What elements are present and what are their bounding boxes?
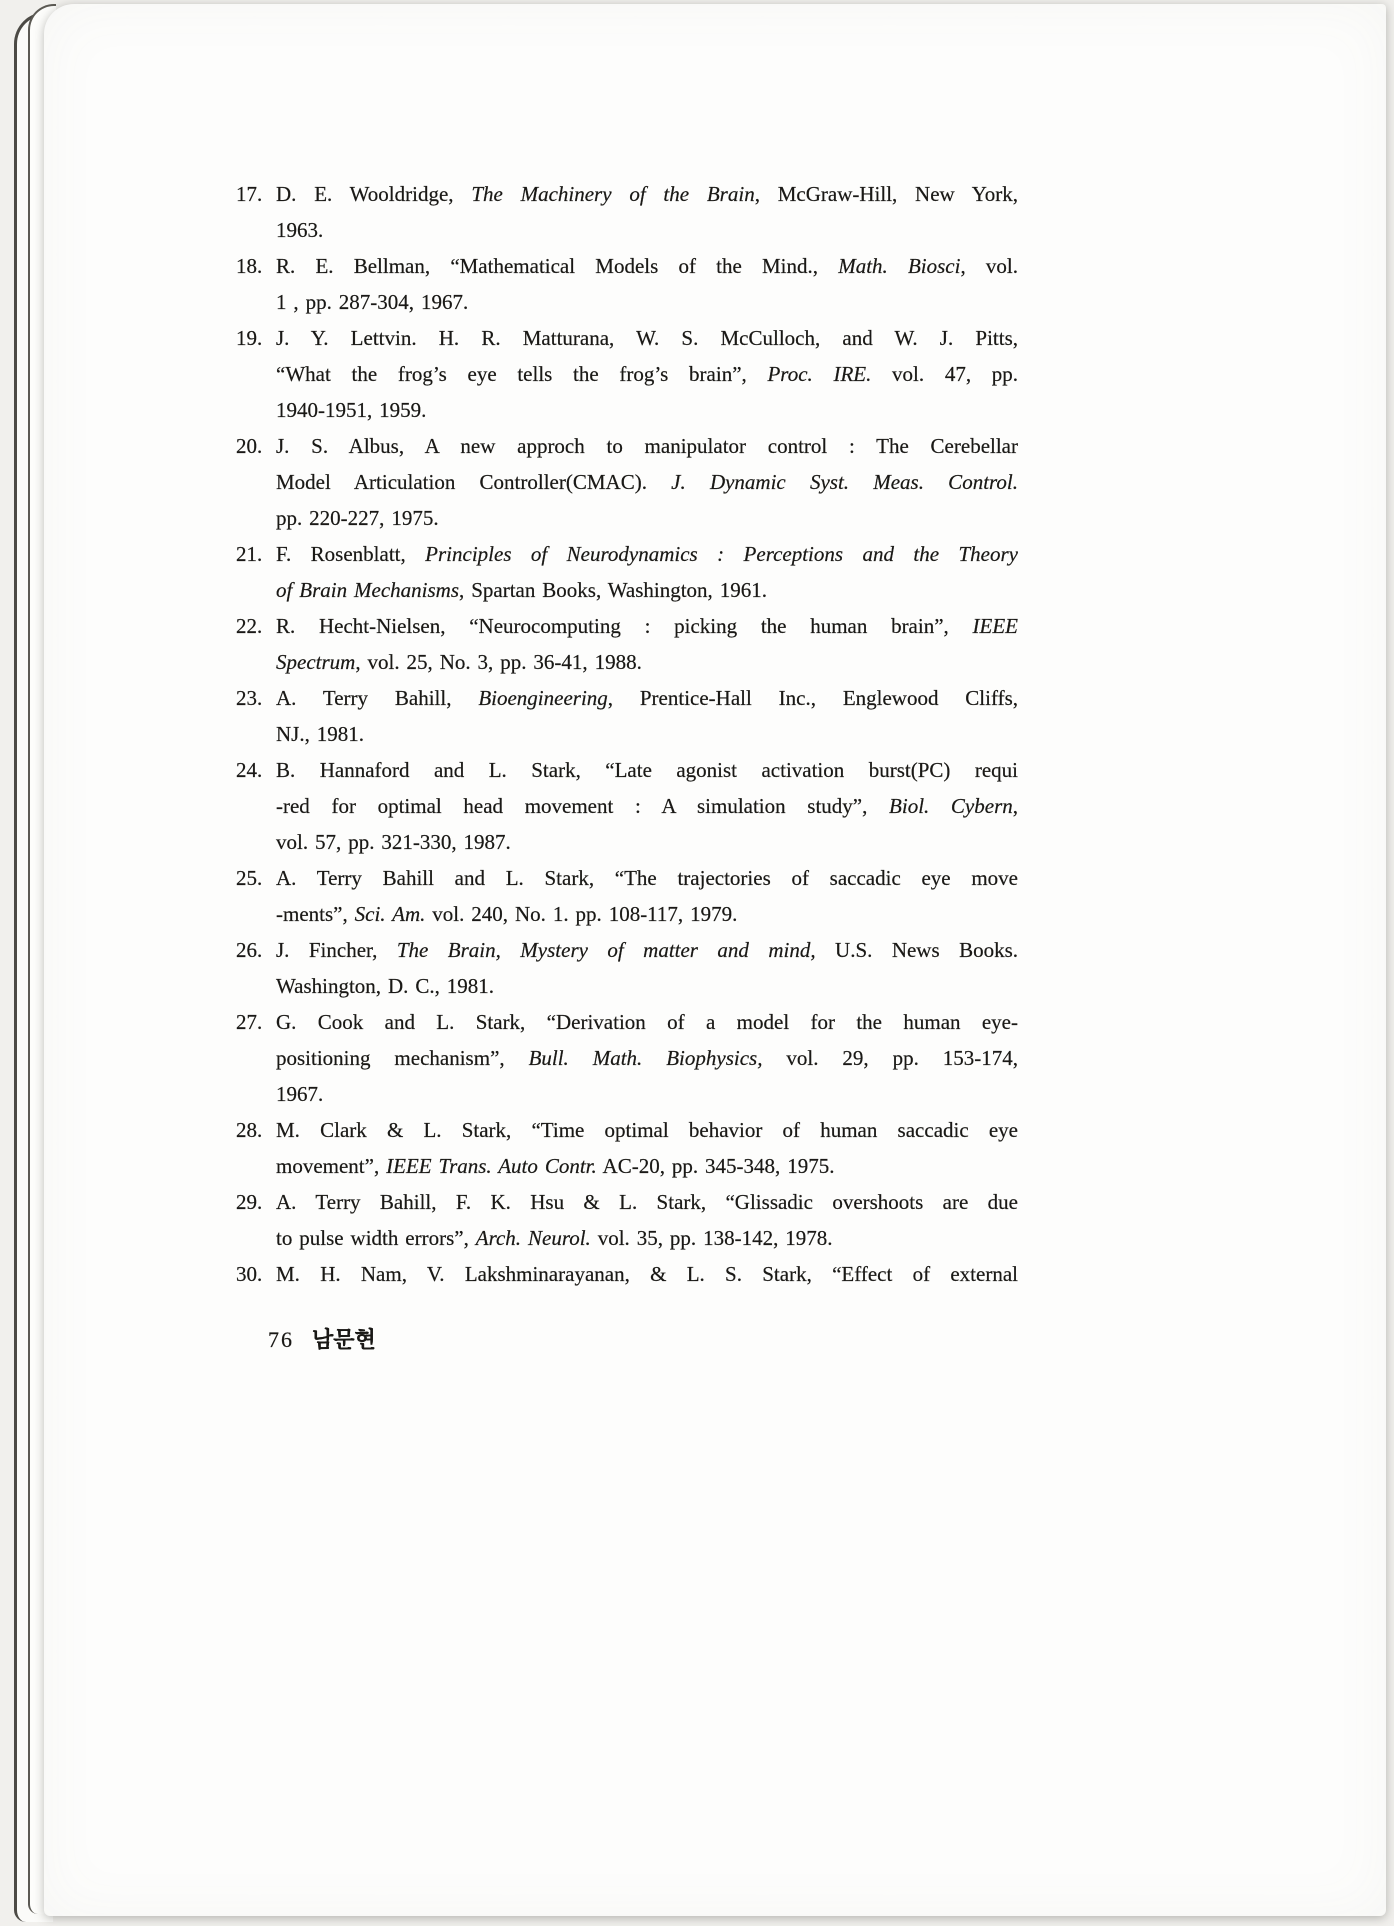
reference-line [276,680,1018,716]
reference-text-segment: movement”, [276,1154,387,1178]
footer-author-name: 남문현 [312,1327,376,1352]
reference-italic-segment: Bull. Math. Biophysics, [528,1046,763,1070]
reference-item [236,248,1018,320]
reference-line [276,212,1018,248]
reference-italic-segment: Sci. Am. [354,902,426,926]
reference-italic-segment: IEEE [972,614,1018,638]
page-footer [236,1322,1018,1358]
reference-line [276,788,1018,824]
reference-item [236,932,1018,1004]
reference-text-segment: U.S. News Books. [815,938,1019,962]
reference-text-segment: 1967. [276,1082,324,1106]
references-section [236,176,1018,1358]
reference-text-segment: , Spartan Books, Washington, 1961. [459,578,767,602]
reference-text-segment: Model Articulation Controller(CMAC). [276,470,672,494]
reference-text-segment: 1963. [276,218,324,242]
reference-italic-segment: of Brain Mechanisms [276,578,460,602]
reference-item [236,752,1018,860]
reference-text-segment: vol. 47, pp. [871,362,1019,386]
reference-line [276,1184,1018,1220]
reference-text-segment: vol. 35, pp. 138-142, 1978. [590,1226,833,1250]
reference-line [276,1004,1018,1040]
reference-number: 21. [236,542,263,566]
reference-line [276,536,1018,572]
reference-item [236,1256,1018,1292]
reference-italic-segment: Proc. IRE. [767,362,872,386]
page-number: 76 [268,1327,294,1352]
reference-italic-segment: Bioengineering [478,686,608,710]
reference-text-segment: F. Rosenblatt, [276,542,426,566]
reference-line [276,1040,1018,1076]
reference-item [236,1004,1018,1112]
reference-line [276,716,1018,752]
reference-line [276,1148,1018,1184]
reference-item [236,1184,1018,1256]
reference-line [276,248,1018,284]
reference-number: 29. [236,1190,263,1214]
reference-number: 18. [236,254,263,278]
reference-item [236,1112,1018,1184]
reference-text-segment: AC-20, pp. 345-348, 1975. [596,1154,835,1178]
reference-line [276,500,1018,536]
reference-text-segment: A. Terry Bahill, F. K. Hsu & L. Stark, “Glissadic overshoots are due [276,1190,1018,1214]
reference-line [276,860,1018,896]
reference-line [276,320,1018,356]
reference-text-segment: NJ., 1981. [276,722,365,746]
reference-number: 30. [236,1262,263,1286]
reference-text-segment: vol. 29, pp. 153-174, [762,1046,1018,1070]
reference-item [236,608,1018,680]
reference-line [276,1076,1018,1112]
reference-italic-segment: Spectrum [276,650,356,674]
reference-italic-segment: Arch. Neurol. [475,1226,591,1250]
reference-line [276,1256,1018,1292]
reference-line [276,392,1018,428]
reference-text-segment: -red for optimal head movement : A simulation study”, [276,794,890,818]
reference-italic-segment: The Brain, Mystery of matter and mind, [396,938,816,962]
reference-item [236,428,1018,536]
reference-number: 17. [236,182,263,206]
reference-text-segment: A. Terry Bahill and L. Stark, “The trajectories of saccadic eye move [276,866,1018,890]
reference-number: 24. [236,758,263,782]
reference-item [236,320,1018,428]
reference-text-segment: , [1012,794,1018,818]
reference-line [276,608,1018,644]
reference-text-segment: 1 , pp. 287-304, 1967. [276,290,469,314]
reference-text-segment: J. S. Albus, A new approch to manipulator control : The Cerebellar [276,434,1018,458]
references-list [236,176,1018,1292]
reference-text-segment: to pulse width errors”, [276,1226,476,1250]
reference-text-segment: B. Hannaford and L. Stark, “Late agonist activation burst(PC) requi [276,758,1018,782]
reference-text-segment: 1940-1951, 1959. [276,398,427,422]
reference-line [276,824,1018,860]
reference-text-segment: , Prentice-Hall Inc., Englewood Cliffs, [607,686,1019,710]
reference-line [276,1112,1018,1148]
reference-number: 22. [236,614,263,638]
reference-text-segment: M. Clark & L. Stark, “Time optimal behavior of human saccadic eye [276,1118,1018,1142]
reference-text-segment: vol. 240, No. 1. pp. 108-117, 1979. [425,902,738,926]
reference-line [276,1220,1018,1256]
reference-item [236,536,1018,608]
reference-text-segment: -ments”, [276,902,355,926]
reference-text-segment: , vol. [960,254,1018,278]
reference-text-segment: G. Cook and L. Stark, “Derivation of a model for the human eye- [276,1010,1018,1034]
reference-item [236,680,1018,752]
reference-item [236,176,1018,248]
reference-text-segment: R. E. Bellman, “Mathematical Models of the Mind., [276,254,839,278]
reference-number: 23. [236,686,263,710]
reference-italic-segment: The Machinery of the Brain [471,182,755,206]
reference-number: 27. [236,1010,263,1034]
reference-text-segment: pp. 220-227, 1975. [276,506,439,530]
reference-line [276,968,1018,1004]
reference-text-segment: , McGraw-Hill, New York, [754,182,1018,206]
reference-line [276,176,1018,212]
reference-number: 19. [236,326,263,350]
reference-text-segment: J. Fincher, [276,938,397,962]
reference-italic-segment: Math. Biosci [838,254,961,278]
reference-italic-segment: Biol. Cybern [889,794,1013,818]
reference-line [276,932,1018,968]
reference-italic-segment: Principles of Neurodynamics : Perceptions and the Theory [425,542,1018,566]
reference-line [276,572,1018,608]
reference-line [276,428,1018,464]
reference-text-segment: positioning mechanism”, [276,1046,529,1070]
reference-line [276,752,1018,788]
reference-item [236,860,1018,932]
reference-text-segment: R. Hecht-Nielsen, “Neurocomputing : picking the human brain”, [276,614,973,638]
reference-text-segment: D. E. Wooldridge, [276,182,472,206]
reference-number: 26. [236,938,263,962]
reference-line [276,356,1018,392]
reference-italic-segment: J. Dynamic Syst. Meas. Control. [671,470,1019,494]
reference-text-segment: A. Terry Bahill, [276,686,479,710]
reference-line [276,896,1018,932]
reference-text-segment: , vol. 25, No. 3, pp. 36-41, 1988. [355,650,642,674]
reference-line [276,284,1018,320]
reference-number: 25. [236,866,263,890]
reference-text-segment: vol. 57, pp. 321-330, 1987. [276,830,511,854]
reference-number: 20. [236,434,263,458]
reference-text-segment: “What the frog’s eye tells the frog’s brain”, [276,362,768,386]
reference-line [276,464,1018,500]
reference-text-segment: M. H. Nam, V. Lakshminarayanan, & L. S. Stark, “Effect of external [276,1262,1018,1286]
reference-number: 28. [236,1118,263,1142]
reference-text-segment: J. Y. Lettvin. H. R. Matturana, W. S. McCulloch, and W. J. Pitts, [276,326,1018,350]
reference-italic-segment: IEEE Trans. Auto Contr. [386,1154,597,1178]
reference-line [276,644,1018,680]
reference-text-segment: Washington, D. C., 1981. [276,974,495,998]
scanned-page [44,4,1386,1916]
